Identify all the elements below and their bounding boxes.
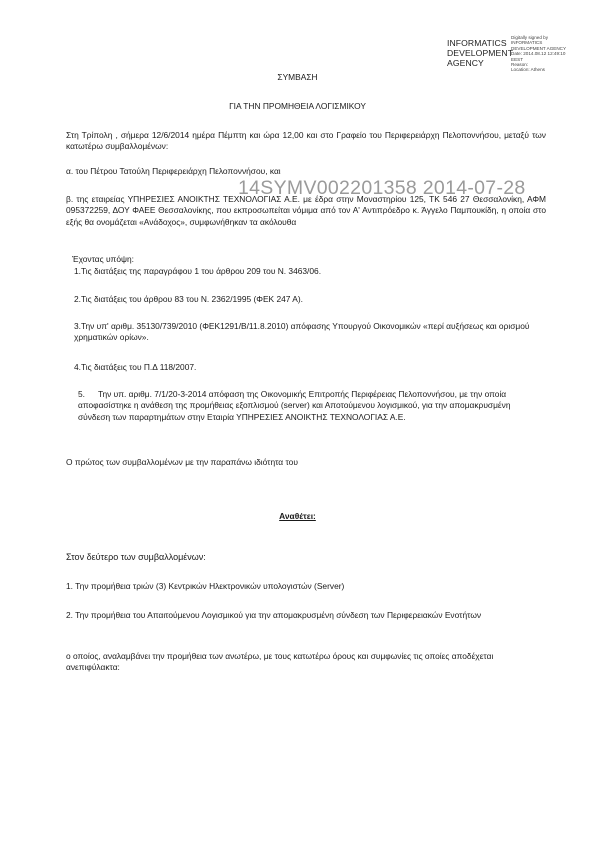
assigns-heading: Αναθέτει: bbox=[279, 511, 316, 521]
consideration-4: 4.Τις διατάξεις του Π.Δ 118/2007. bbox=[74, 362, 197, 372]
second-party-heading: Στον δεύτερο των συμβαλλομένων: bbox=[66, 552, 206, 562]
consideration-5-number: 5. bbox=[78, 389, 85, 399]
consideration-1: 1.Τις διατάξεις της παραγράφου 1 του άρθρου 209 του Ν. 3463/06. bbox=[74, 266, 322, 276]
consideration-5: Την υπ. αριθμ. 7/1/20-3-2014 απόφαση της Οικονομικής Επιτροπής Περιφέρειας Πελοποννήσου, με την οποία αποφασίστηκε η ανάθεση της προμήθειας εξοπλισμού (server) και Αποτούμενου λογισμικού, για την απομακρυσμένη σύνδεση των παραρτημάτων στην Εταιρία ΥΠΗΡΕΣΙΕΣ ΑΝΟΙΚΤΗΣ ΤΕΧΝΟΛΟΓΙΑΣ Α.Ε. bbox=[78, 389, 511, 422]
protocol-watermark: 14SYMV002201358 2014-07-28 bbox=[238, 177, 526, 199]
signature-details: Digitally signed by INFORMATICS DEVELOPMENT AGENCY Date: 2014.08.12 12:49:10 EEST Reason: Location: Athens bbox=[511, 35, 567, 73]
document-title: ΣΥΜΒΑΣΗ bbox=[277, 72, 318, 82]
document-subtitle: ΓΙΑ ΤΗΝ ΠΡΟΜΗΘΕΙΑ ΛΟΓΙΣΜΙΚΟΥ bbox=[229, 101, 366, 111]
party-b: β. της εταιρείας ΥΠΗΡΕΣΙΕΣ ΑΝΟΙΚΤΗΣ ΤΕΧΝΟΛΟΓΙΑΣ Α.Ε. με έδρα στην Μοναστηρίου 125, ΤΚ 546 27 Θεσσαλονίκη, ΑΦΜ 095372259, ΔΟΥ ΦΑΕΕ Θεσσαλονίκης, που εκπροσωπείται νόμιμα από τον Α' Αντιπρόεδρο κ. Άγγελο Παμπουκίδη, η οποία στο εξής θα ονομάζεται «Ανάδοχος», συμφωνήθηκαν τα ακόλουθα bbox=[66, 194, 546, 227]
consideration-3: 3.Την υπ' αριθμ. 35130/739/2010 (ΦΕΚ1291/Β/11.8.2010) απόφασης Υπουργού Οικονομικών «περί αυξήσεως και ορισμού χρηματικών ορίων». bbox=[74, 321, 530, 343]
task-2: 2. Την προμήθεια του Απαιτούμενου Λογισμικού για την απομακρυσμένη σύνδεση των Περιφερειακών Ενοτήτων bbox=[66, 610, 482, 620]
first-party-line: Ο πρώτος των συμβαλλομένων με την παραπάνω ιδιότητα του bbox=[66, 457, 298, 467]
task-1: 1. Την προμήθεια τριών (3) Κεντρικών Ηλεκτρονικών υπολογιστών (Server) bbox=[66, 581, 345, 591]
closing-paragraph: ο οποίος, αναλαμβάνει την προμήθεια των ανωτέρω, με τους κατωτέρω όρους και συμφωνίες τις οποίες αποδέχεται ανεπιφύλακτα: bbox=[66, 651, 494, 673]
party-a: α. του Πέτρου Τατούλη Περιφερειάρχη Πελοποννήσου, και bbox=[66, 166, 281, 176]
signature-name: INFORMATICS DEVELOPMENT AGENCY bbox=[447, 38, 513, 68]
considering-heading: Έχοντας υπόψη: bbox=[72, 254, 134, 264]
intro-paragraph: Στη Τρίπολη , σήμερα 12/6/2014 ημέρα Πέμπτη και ώρα 12,00 και στο Γραφείο του Περιφερειάρχη Πελοποννήσου, μεταξύ των κατωτέρω συμβαλλομένων: bbox=[66, 130, 546, 152]
consideration-2: 2.Τις διατάξεις του άρθρου 83 του Ν. 2362/1995 (ΦΕΚ 247 Α). bbox=[74, 294, 303, 304]
